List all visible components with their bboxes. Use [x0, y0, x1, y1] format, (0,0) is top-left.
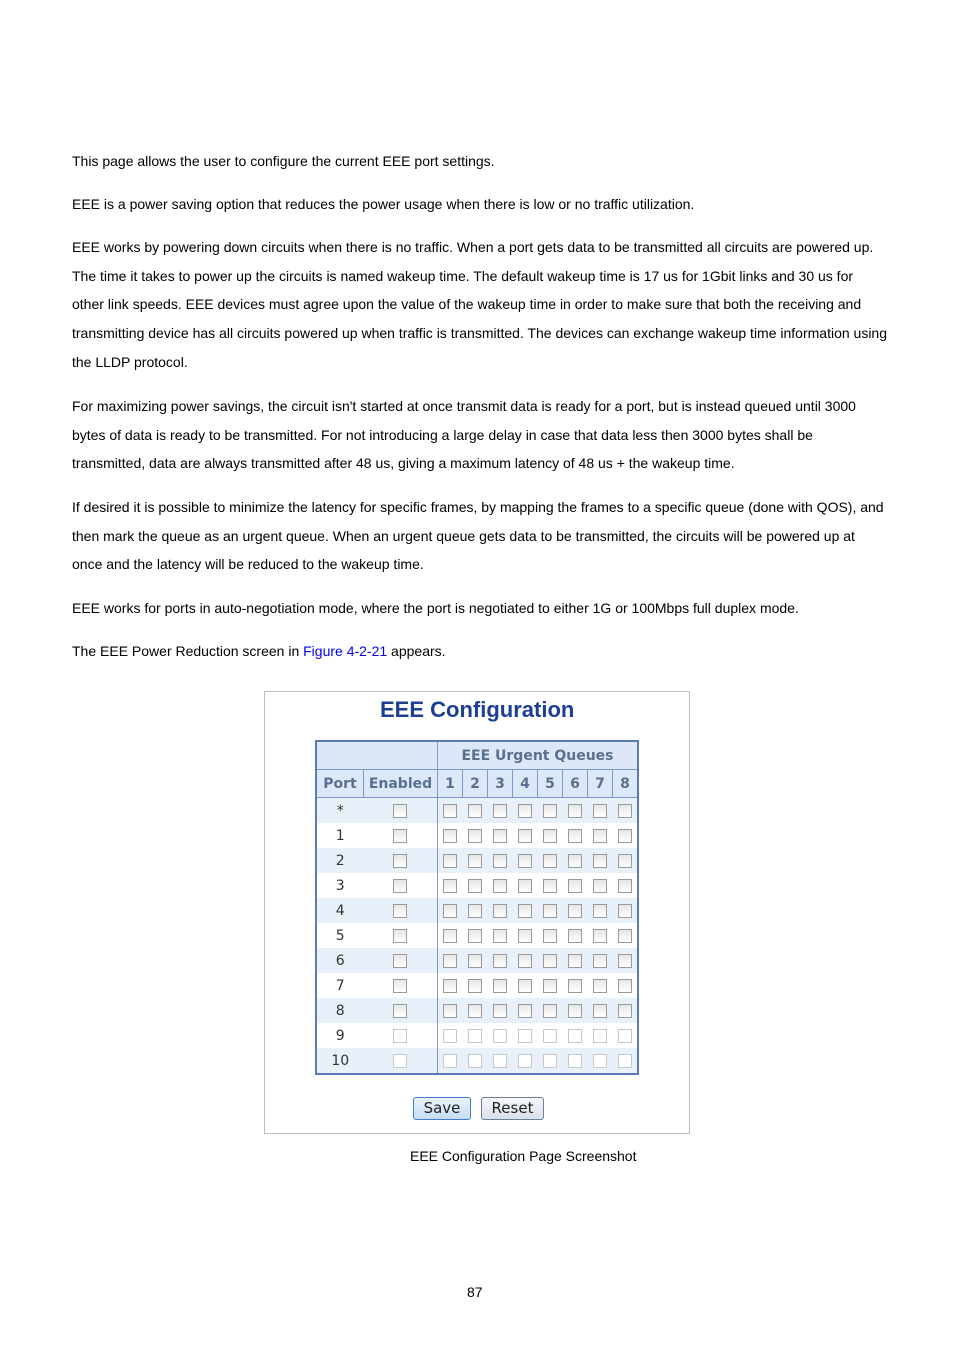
urgent-queue-checkbox[interactable] [543, 1054, 557, 1068]
enabled-checkbox[interactable] [393, 1054, 407, 1068]
table-row [316, 1048, 638, 1074]
enabled-checkbox[interactable] [393, 979, 407, 993]
urgent-queue-checkbox[interactable] [468, 904, 482, 918]
queue-cell [613, 898, 639, 923]
urgent-queue-checkbox[interactable] [493, 1029, 507, 1043]
enabled-cell [364, 973, 438, 998]
enabled-checkbox[interactable] [393, 929, 407, 943]
urgent-queue-checkbox[interactable] [568, 954, 582, 968]
urgent-queue-checkbox[interactable] [468, 1054, 482, 1068]
queue-cell [463, 798, 488, 824]
enabled-checkbox[interactable] [393, 829, 407, 843]
urgent-queue-checkbox[interactable] [468, 879, 482, 893]
queue-cell [463, 1023, 488, 1048]
table-row [316, 823, 638, 848]
urgent-queue-checkbox[interactable] [468, 954, 482, 968]
queue-cell [463, 1048, 488, 1074]
queue-cell [438, 973, 463, 998]
port-label: * [316, 798, 364, 824]
urgent-queue-checkbox[interactable] [518, 929, 532, 943]
urgent-queue-checkbox[interactable] [568, 1054, 582, 1068]
port-label: 10 [316, 1048, 364, 1074]
queue-cell [438, 823, 463, 848]
urgent-queue-checkbox[interactable] [618, 804, 632, 818]
reset-button[interactable]: Reset [481, 1097, 544, 1120]
urgent-queue-checkbox[interactable] [593, 1029, 607, 1043]
urgent-queue-checkbox[interactable] [593, 1054, 607, 1068]
queue-cell [563, 923, 588, 948]
intro-paragraph-6: EEE works for ports in auto-negotiation mode, where the port is negotiated to either 1G or 100Mbps full duplex mode. [72, 600, 799, 616]
urgent-queue-checkbox[interactable] [568, 904, 582, 918]
queue-cell [538, 823, 563, 848]
queue-cell [438, 798, 463, 824]
queue-column-header: 6 [563, 770, 588, 798]
queue-cell [438, 1023, 463, 1048]
queue-column-header: 7 [588, 770, 613, 798]
urgent-queue-checkbox[interactable] [543, 1029, 557, 1043]
urgent-queue-checkbox[interactable] [618, 854, 632, 868]
urgent-queue-checkbox[interactable] [618, 829, 632, 843]
urgent-queue-checkbox[interactable] [618, 904, 632, 918]
urgent-queue-checkbox[interactable] [468, 804, 482, 818]
port-label: 9 [335, 1027, 345, 1044]
urgent-queue-checkbox[interactable] [568, 804, 582, 818]
urgent-queue-checkbox[interactable] [493, 979, 507, 993]
queue-cell [488, 973, 513, 998]
table-row [316, 998, 638, 1023]
queue-cell [588, 898, 613, 923]
urgent-queue-checkbox[interactable] [568, 879, 582, 893]
queue-cell [563, 873, 588, 898]
queue-cell [538, 998, 563, 1023]
queue-cell [613, 823, 639, 848]
urgent-queue-checkbox[interactable] [543, 804, 557, 818]
urgent-queue-checkbox[interactable] [443, 854, 457, 868]
urgent-queue-checkbox[interactable] [543, 829, 557, 843]
queue-cell [488, 898, 513, 923]
port-label: 6 [316, 948, 364, 973]
queue-cell [588, 923, 613, 948]
urgent-queue-checkbox[interactable] [493, 879, 507, 893]
queue-cell [588, 1048, 613, 1074]
queue-cell [563, 948, 588, 973]
save-button[interactable]: Save [413, 1097, 471, 1120]
queue-cell [563, 1023, 588, 1048]
urgent-queue-checkbox[interactable] [593, 929, 607, 943]
queue-cell [513, 898, 538, 923]
enabled-cell [364, 848, 438, 873]
queue-column-header: 5 [538, 770, 563, 798]
urgent-queue-checkbox[interactable] [443, 1029, 457, 1043]
queue-cell [513, 973, 538, 998]
queue-cell [463, 823, 488, 848]
urgent-queue-checkbox[interactable] [543, 904, 557, 918]
queue-cell [538, 848, 563, 873]
queue-cell [613, 873, 639, 898]
queue-cell [588, 973, 613, 998]
queue-cell [588, 998, 613, 1023]
urgent-queue-checkbox[interactable] [468, 979, 482, 993]
intro-paragraph-3: EEE works by powering down circuits when there is no traffic. When a port gets data to be transmitted all circuits are powered up. The time it takes to power up the circuits is named wakeup time. The default wakeup time is 17 us for 1Gbit links and 30 us for other link speeds. EEE devices must agree upon the value of the wakeup time in order to make sure that both the receiving and transmitting device has all circuits powered up when traffic is transmitted. The devices can exchange wakeup time information using the LLDP protocol. [72, 239, 888, 370]
urgent-queue-checkbox[interactable] [443, 829, 457, 843]
enabled-checkbox[interactable] [393, 879, 407, 893]
queue-cell [613, 948, 639, 973]
queue-cell [613, 1048, 639, 1074]
urgent-queue-checkbox[interactable] [518, 904, 532, 918]
port-label: 8 [316, 998, 364, 1023]
queue-cell [488, 823, 513, 848]
urgent-queue-checkbox[interactable] [518, 879, 532, 893]
reference-text-before: The EEE Power Reduction screen in [72, 643, 304, 659]
port-label: 1 [335, 827, 345, 844]
urgent-queue-checkbox[interactable] [568, 1029, 582, 1043]
enabled-checkbox[interactable] [393, 1004, 407, 1018]
urgent-queue-checkbox[interactable] [443, 954, 457, 968]
urgent-queue-checkbox[interactable] [568, 929, 582, 943]
urgent-queue-checkbox[interactable] [593, 879, 607, 893]
urgent-queue-checkbox[interactable] [593, 904, 607, 918]
urgent-queue-checkbox[interactable] [468, 829, 482, 843]
urgent-queue-checkbox[interactable] [443, 804, 457, 818]
enabled-cell [364, 1023, 438, 1048]
table-row [316, 923, 638, 948]
enabled-cell [364, 873, 438, 898]
queue-cell [488, 998, 513, 1023]
urgent-queue-checkbox[interactable] [618, 1029, 632, 1043]
queue-cell [488, 948, 513, 973]
urgent-queue-checkbox[interactable] [543, 979, 557, 993]
table-row [316, 873, 638, 898]
queue-cell [538, 923, 563, 948]
intro-paragraph-1: This page allows the user to configure the current EEE port settings. [72, 153, 495, 169]
urgent-queue-checkbox[interactable] [518, 1004, 532, 1018]
queue-cell [463, 848, 488, 873]
port-label: 3 [335, 877, 345, 894]
intro-paragraph-5: If desired it is possible to minimize the latency for specific frames, by mapping the frames to a specific queue (done with QOS), and then mark the queue as an urgent queue. When an urgent queue gets data to be transmitted, the circuits will be powered up at once and the latency will be reduced to the wakeup time. [72, 499, 884, 573]
queue-cell [538, 948, 563, 973]
urgent-queue-checkbox[interactable] [543, 854, 557, 868]
urgent-queue-checkbox[interactable] [493, 829, 507, 843]
urgent-queue-checkbox[interactable] [543, 1004, 557, 1018]
queue-column-header: 2 [463, 770, 488, 798]
urgent-queue-checkbox[interactable] [468, 1004, 482, 1018]
queue-cell [438, 998, 463, 1023]
enabled-cell [364, 948, 438, 973]
queue-cell [488, 848, 513, 873]
enabled-checkbox[interactable] [393, 1029, 407, 1043]
urgent-queue-checkbox[interactable] [468, 854, 482, 868]
urgent-queue-checkbox[interactable] [443, 1004, 457, 1018]
urgent-queue-checkbox[interactable] [518, 1029, 532, 1043]
queue-cell [438, 873, 463, 898]
enabled-cell [364, 798, 438, 824]
queue-cell [488, 873, 513, 898]
queue-cell [538, 798, 563, 824]
queue-cell [563, 823, 588, 848]
queue-cell [563, 848, 588, 873]
urgent-queue-checkbox[interactable] [493, 1004, 507, 1018]
queue-cell [438, 948, 463, 973]
eee-configuration-table [315, 740, 639, 1075]
urgent-queue-checkbox[interactable] [593, 954, 607, 968]
table-row [316, 973, 638, 998]
table-row [316, 948, 638, 973]
enabled-cell [364, 998, 438, 1023]
urgent-queue-checkbox[interactable] [518, 854, 532, 868]
queue-cell [563, 998, 588, 1023]
port-label: 5 [335, 927, 345, 944]
urgent-queue-checkbox[interactable] [593, 979, 607, 993]
urgent-queue-checkbox[interactable] [593, 1004, 607, 1018]
queue-cell [538, 1048, 563, 1074]
urgent-queue-checkbox[interactable] [618, 879, 632, 893]
table-row [316, 898, 638, 923]
queue-column-header: 3 [488, 770, 513, 798]
urgent-queue-checkbox[interactable] [493, 804, 507, 818]
port-label: 2 [316, 848, 364, 873]
urgent-queue-checkbox[interactable] [593, 804, 607, 818]
urgent-queue-checkbox[interactable] [618, 1004, 632, 1018]
enabled-cell [364, 823, 438, 848]
queue-cell [463, 973, 488, 998]
urgent-queue-checkbox[interactable] [443, 979, 457, 993]
queue-cell [488, 923, 513, 948]
queue-cell [463, 998, 488, 1023]
urgent-queue-checkbox[interactable] [468, 929, 482, 943]
queue-cell [613, 923, 639, 948]
queue-cell [588, 1023, 613, 1048]
queue-cell [613, 973, 639, 998]
urgent-queue-checkbox[interactable] [518, 804, 532, 818]
enabled-cell [364, 923, 438, 948]
figure-caption: EEE Configuration Page Screenshot [410, 1148, 637, 1164]
queue-cell [538, 1023, 563, 1048]
intro-paragraph-2: EEE is a power saving option that reduces the power usage when there is low or no traffic utilization. [72, 196, 695, 212]
urgent-queue-checkbox[interactable] [493, 854, 507, 868]
urgent-queue-checkbox[interactable] [568, 829, 582, 843]
queue-cell [488, 1023, 513, 1048]
urgent-queue-checkbox[interactable] [493, 904, 507, 918]
urgent-queue-checkbox[interactable] [443, 879, 457, 893]
queue-cell [563, 1048, 588, 1074]
queue-cell [513, 948, 538, 973]
urgent-queue-checkbox[interactable] [518, 829, 532, 843]
enabled-checkbox[interactable] [393, 954, 407, 968]
figure-link[interactable]: Figure 4-2-21 [303, 643, 388, 659]
port-label: 4 [316, 898, 364, 923]
urgent-queue-checkbox[interactable] [618, 929, 632, 943]
table-row [316, 848, 638, 873]
queue-cell [438, 898, 463, 923]
queue-cell [513, 1048, 538, 1074]
urgent-queue-checkbox[interactable] [543, 929, 557, 943]
urgent-queue-checkbox[interactable] [443, 1054, 457, 1068]
urgent-queue-checkbox[interactable] [518, 979, 532, 993]
queue-cell [613, 998, 639, 1023]
queue-cell [513, 923, 538, 948]
queue-cell [563, 898, 588, 923]
urgent-queue-checkbox[interactable] [518, 1054, 532, 1068]
intro-paragraph-4: For maximizing power savings, the circuit isn't started at once transmit data is ready for a port, but is instead queued until 3000 bytes of data is ready to be transmitted. For not introducing a large delay in case that data less then 3000 bytes shall be transmitted, data are always transmitted after 48 us, giving a maximum latency of 48 us + the wakeup time. [72, 398, 856, 472]
urgent-queue-checkbox[interactable] [543, 954, 557, 968]
queue-cell [588, 823, 613, 848]
queue-cell [438, 1048, 463, 1074]
eee-configuration-figure [264, 691, 690, 1134]
queue-cell [588, 798, 613, 824]
queue-cell [563, 973, 588, 998]
queue-cell [613, 798, 639, 824]
urgent-queue-checkbox[interactable] [568, 1004, 582, 1018]
queue-column-header: 8 [613, 770, 639, 798]
queue-cell [513, 823, 538, 848]
eee-configuration-title: EEE Configuration [380, 697, 575, 722]
urgent-queue-checkbox[interactable] [543, 879, 557, 893]
queue-cell [513, 798, 538, 824]
port-column-header: Port [316, 770, 364, 798]
figure-reference-paragraph [72, 637, 887, 666]
queue-cell [513, 1023, 538, 1048]
table-row [316, 1023, 638, 1048]
queue-cell [488, 1048, 513, 1074]
queue-cell [438, 923, 463, 948]
enabled-checkbox[interactable] [393, 804, 407, 818]
urgent-queue-checkbox[interactable] [568, 979, 582, 993]
urgent-queue-checkbox[interactable] [593, 854, 607, 868]
queue-cell [613, 1023, 639, 1048]
enabled-cell [364, 1048, 438, 1074]
urgent-queue-checkbox[interactable] [493, 954, 507, 968]
queue-cell [588, 873, 613, 898]
queue-cell [463, 873, 488, 898]
queue-cell [538, 973, 563, 998]
queue-cell [588, 948, 613, 973]
urgent-queue-checkbox[interactable] [443, 929, 457, 943]
queue-cell [538, 898, 563, 923]
urgent-queue-checkbox[interactable] [618, 979, 632, 993]
queue-cell [463, 898, 488, 923]
queue-cell [588, 848, 613, 873]
queue-cell [563, 798, 588, 824]
queue-cell [513, 998, 538, 1023]
table-row [316, 798, 638, 824]
urgent-queue-checkbox[interactable] [568, 854, 582, 868]
queue-cell [538, 873, 563, 898]
urgent-queues-header: EEE Urgent Queues [438, 741, 639, 770]
page-number: 87 [467, 1284, 483, 1300]
urgent-queue-checkbox[interactable] [493, 929, 507, 943]
urgent-queue-checkbox[interactable] [493, 1054, 507, 1068]
enabled-checkbox[interactable] [393, 904, 407, 918]
queue-cell [463, 948, 488, 973]
port-label: 7 [335, 977, 345, 994]
queue-cell [613, 848, 639, 873]
queue-cell [438, 848, 463, 873]
reference-text-after: appears. [387, 643, 446, 659]
queue-column-header: 4 [513, 770, 538, 798]
urgent-queue-checkbox[interactable] [518, 954, 532, 968]
table-header-blank [316, 741, 438, 770]
urgent-queue-checkbox[interactable] [618, 954, 632, 968]
urgent-queue-checkbox[interactable] [443, 904, 457, 918]
queue-cell [488, 798, 513, 824]
queue-column-header: 1 [438, 770, 463, 798]
urgent-queue-checkbox[interactable] [468, 1029, 482, 1043]
urgent-queue-checkbox[interactable] [593, 829, 607, 843]
queue-cell [513, 848, 538, 873]
enabled-checkbox[interactable] [393, 854, 407, 868]
urgent-queue-checkbox[interactable] [618, 1054, 632, 1068]
queue-cell [463, 923, 488, 948]
enabled-cell [364, 898, 438, 923]
queue-cell [513, 873, 538, 898]
enabled-column-header: Enabled [364, 770, 438, 798]
